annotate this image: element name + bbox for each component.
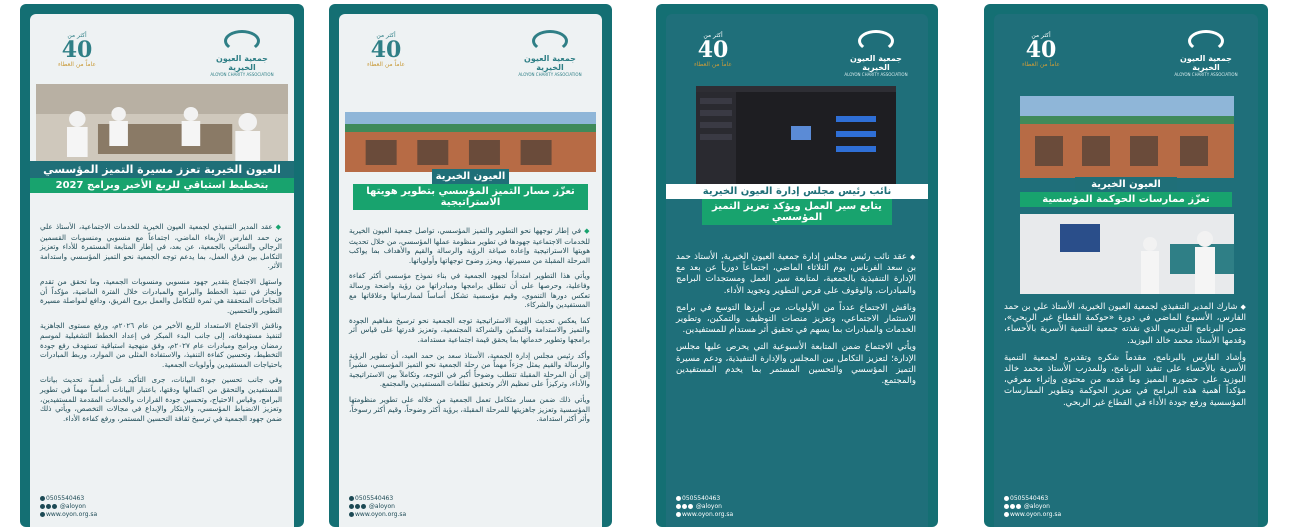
- association-logo: [202, 30, 282, 77]
- card-footer: [349, 495, 406, 519]
- paragraph: ويأتي الاجتماع ضمن المتابعة الأسبوعية التي يحرص عليها مجلس الإدارة؛ لتعزيز التكامل بين المجلس والإدارة التنفيذية، ودعم مسيرة التميز المؤسسي والتحسين المستمر بما يخدم المستفيدين والمجتمع.: [676, 342, 916, 387]
- card-footer: [40, 495, 97, 519]
- whatsapp-icon: [676, 496, 681, 501]
- building-photo-image: [1020, 96, 1234, 178]
- paragraph: ◆عقد المدير التنفيذي لجمعية العيون الخيرية للخدمات الاجتماعية، الأستاذ علي بن حمد الفارس الأربعاء الماضي، اجتماعاً مع منسوبي ومنسوبات القسمين الرجالي والنسائي بالجمعية، عن بعد، في إطار المتابعة المستمرة للأداء وتعزيز التكامل بين فرق العمل، بما يدعم توجه الجمعية نحو التميز المؤسسي واستدامة الأثر.: [40, 222, 283, 271]
- card-header: [666, 26, 928, 76]
- association-name-ar: جمعية العيون الخيرية: [216, 54, 268, 72]
- paragraph: واستهل الاجتماع بتقدير جهود منسوبي ومنسوبات الجمعية، وما تحقق من تقدم وإنجاز في تنفيذ الخطط والبرامج والمبادرات خلال الفترة الماضية، مؤكداً أن النجاحات المتحققة هي ثمرة للتكامل والعمل بروح الفريق، ودافع لمواصلة مسيرة التطوير والتحسين.: [40, 276, 282, 315]
- diamond-bullet-icon: ◆: [584, 227, 590, 235]
- social-handle: @aloyon: [1004, 503, 1061, 511]
- social-handle: @aloyon: [676, 503, 733, 511]
- paragraph: كما يعكس تحديث الهوية الاستراتيجية توجه الجمعية نحو ترسيخ مفاهيم الجودة والتميز والاستدامة والتمكين والشراكة المجتمعية، وتعزيز قدرتها على قياس أثر برامجها وتطوير خدماتها بما يحقق قيمة اجتماعية مستدامة.: [349, 315, 590, 344]
- association-logo: [510, 30, 590, 77]
- social-icon: [361, 504, 366, 509]
- association-logo: [836, 30, 916, 77]
- card-panel: [30, 14, 294, 527]
- article-body: [349, 226, 590, 430]
- website-url: www.oyon.org.sa: [676, 511, 733, 519]
- building-photo: [1020, 96, 1234, 178]
- association-emblem-icon: [532, 30, 568, 52]
- card-panel: [339, 14, 602, 527]
- anniversary-logo: [42, 32, 112, 68]
- card-header: [994, 26, 1258, 76]
- paragraph: وفي جانب تحسين جودة البيانات، جرى التأكيد على أهمية تحديث بيانات المستفيدين والتحقق من اكتمالها ودقتها، باعتبار البيانات أساساً مهماً في تطوير البرامج، وقياس الاحتياج، وتحسين جودة القرارات والخدمات المقدمة للمستفيدين، وتعزيز الانضباط المؤسسي، والابتكار والإبداع في مجالات التخصص، ويأتي ذلك ضمن جهود الجمعية في ترسيخ ثقافة التحسين المستمر، ورفع كفاءة الأداء.: [40, 375, 282, 423]
- title-line-2: تعزّز ممارسات الحوكمة المؤسسية: [1020, 192, 1232, 207]
- whatsapp-icon: [349, 496, 354, 501]
- globe-icon: [676, 512, 681, 517]
- association-name-ar: جمعية العيون الخيرية: [524, 54, 576, 72]
- anniversary-sub: عاماً من العطاء: [693, 61, 732, 68]
- anniversary-top: أكثر من: [67, 32, 87, 39]
- social-icon: [682, 504, 687, 509]
- card-header: [339, 26, 602, 76]
- phone-number: 0505540463: [40, 495, 97, 503]
- association-name-en: ALOYON CHARITY ASSOCIATION: [518, 72, 582, 77]
- website-url: www.oyon.org.sa: [1004, 511, 1061, 519]
- news-card-2: [329, 4, 612, 527]
- association-name-en: ALOYON CHARITY ASSOCIATION: [210, 72, 274, 77]
- paragraph: ◆عقد نائب رئيس مجلس إدارة جمعية العيون الخيرية، الأستاذ حمد بن سعد الفرناس، يوم الثلاثاء الماضي، اجتماعاً دورياً عن بعد مع الإدارة التنفيذية بالجمعية، لمتابعة سير العمل ومستجدات البرامج والمبادرات، والوقوف على فرص التطوير وتجويد الأداء.: [676, 252, 916, 296]
- training-photo: [1020, 214, 1234, 294]
- anniversary-top: أكثر من: [703, 32, 723, 39]
- card-title: [994, 172, 1258, 207]
- card-panel: [666, 14, 928, 527]
- title-line-2: يتابع سير العمل ويؤكد تعزيز التميز المؤسسي: [702, 199, 892, 225]
- anniversary-logo: [351, 32, 421, 68]
- social-handle: @aloyon: [349, 503, 406, 511]
- card-footer: [676, 495, 733, 519]
- anniversary-sub: عاماً من العطاء: [366, 61, 405, 68]
- paragraph: ويأتي هذا التطوير امتداداً لجهود الجمعية في بناء نموذج مؤسسي أكثر كفاءة وفاعلية، وحرصها على أن تنطلق برامجها ومبادراتها من رؤية واضحة ورسالة تعكس دورها التنموي، وقيم مؤسسية تشكل أساساً لممارساتها وعلاقاتها مع المستفيدين والشركاء.: [349, 271, 590, 310]
- card-title: [666, 184, 928, 225]
- card-header: [30, 26, 294, 76]
- social-icon: [355, 504, 360, 509]
- meeting-photo-image: [36, 84, 288, 169]
- social-icon: [1004, 504, 1009, 509]
- anniversary-logo: [1006, 32, 1076, 68]
- paragraph: وناقش الاجتماع عدداً من الأولويات، من أبرزها التوسع في برامج الاستثمار الاجتماعي، وتعزيز منصات التوظيف والتمكين، وتطوير الخدمات والمبادرات بما يسهم في تحقيق أثر مستدام للمستفيدين.: [676, 302, 916, 336]
- title-line-1: العيون الخيرية تعزز مسيرة التميز المؤسسي: [30, 161, 294, 178]
- anniversary-number: 40: [697, 37, 729, 63]
- globe-icon: [1004, 512, 1009, 517]
- title-line-2: بتخطيط استباقي للربع الأخير وبرامج 2027: [30, 178, 294, 193]
- anniversary-top: أكثر من: [376, 32, 396, 39]
- paragraph: ◆شارك المدير التنفيذي لجمعية العيون الخيرية، الأستاذ علي بن حمد الفارس، الأسبوع الماضي في دورة «حوكمة القطاع غير الربحي»، ضمن البرنامج التدريبي الذي نفذته جمعية التنمية الأسرية بالأحساء، وقدمها الأستاذ محمد خالد البوزيد.: [1004, 302, 1246, 346]
- social-icon: [676, 504, 681, 509]
- news-card-4: [984, 4, 1268, 527]
- website-url: www.oyon.org.sa: [40, 511, 97, 519]
- whatsapp-icon: [1004, 496, 1009, 501]
- social-icon: [1016, 504, 1021, 509]
- meeting-photo: [36, 84, 288, 169]
- phone-number: 0505540463: [349, 495, 406, 503]
- paragraph: ◆في إطار توجهها نحو التطوير والتميز المؤسسي، تواصل جمعية العيون الخيرية للخدمات الاجتماعية جهودها في تطوير منظومة عملها المؤسسي، من خلال تحديث هويتها الاستراتيجية وإعادة صياغة الرؤية والرسالة والقيم والأهداف بما يواكب المرحلة المقبلة من مسيرتها، ويعزز وضوح توجهاتها وأولوياتها.: [349, 226, 590, 265]
- diamond-bullet-icon: ◆: [910, 253, 916, 261]
- association-emblem-icon: [224, 30, 260, 52]
- phone-number: 0505540463: [1004, 495, 1061, 503]
- title-line-2: تعزّز مسار التميز المؤسسي بتطوير هويتها الاستراتيجية: [353, 184, 588, 210]
- whatsapp-icon: [40, 496, 45, 501]
- social-icon: [46, 504, 51, 509]
- association-name-ar: جمعية العيون الخيرية: [1180, 54, 1232, 72]
- building-photo-image: [345, 112, 596, 172]
- article-body: [676, 252, 916, 393]
- globe-icon: [40, 512, 45, 517]
- title-line-1: العيون الخيرية: [1075, 177, 1177, 192]
- globe-icon: [349, 512, 354, 517]
- anniversary-top: أكثر من: [1031, 32, 1051, 39]
- title-line-1: نائب رئيس مجلس إدارة العيون الخيرية: [666, 184, 928, 199]
- social-icon: [349, 504, 354, 509]
- card-title: [339, 164, 602, 210]
- anniversary-number: 40: [370, 37, 402, 63]
- social-icon: [1010, 504, 1015, 509]
- card-panel: [994, 14, 1258, 527]
- social-handle: @aloyon: [40, 503, 97, 511]
- social-icon: [40, 504, 45, 509]
- association-name-ar: جمعية العيون الخيرية: [850, 54, 902, 72]
- card-title: [30, 161, 294, 193]
- social-icon: [688, 504, 693, 509]
- paragraph: وأشاد الفارس بالبرنامج، مقدماً شكره وتقديره لجمعية التنمية الأسرية بالأحساء على تنفيذ البرنامج، وللمدرب الأستاذ محمد خالد البوزيد على حضوره المميز وما قدمه من محتوى وإثراء معرفي، مؤكداً أهمية هذه البرامج في تعزيز الحوكمة وتطوير الممارسات المؤسسية ورفع جودة الأداء في القطاع غير الربحي.: [1004, 352, 1246, 408]
- diamond-bullet-icon: ◆: [1240, 303, 1246, 311]
- card-footer: [1004, 495, 1061, 519]
- association-name-en: ALOYON CHARITY ASSOCIATION: [844, 72, 908, 77]
- training-photo-image: [1020, 214, 1234, 294]
- paragraph: وناقش الاجتماع الاستعداد للربع الأخير من عام ٢٠٢٦م، ورفع مستوى الجاهزية لتنفيذ مستهدفاته، إلى جانب البدء المبكر في إعداد الخطط التشغيلية لموسم رمضان وبرامج ومبادرات عام ٢٠٢٧م، وفق منهجية استباقية تستهدف رفع جودة التخطيط، وتحسين كفاءة التنفيذ، والاستفادة المثلى من الموارد، وربط المبادرات باحتياجات المستفيدين وأولويات الجمعية.: [40, 321, 282, 369]
- title-line-1: العيون الخيرية: [432, 169, 510, 184]
- video-call-image: [696, 86, 896, 196]
- paragraph: ويأتي ذلك ضمن مسار متكامل تعمل الجمعية من خلاله على تطوير منظومتها المؤسسية وتعزيز جاهزيتها للمرحلة المقبلة، برؤية أكثر وضوحاً، وقيم أكثر رسوخاً، وأثر أكثر استدامة.: [349, 394, 590, 424]
- anniversary-number: 40: [1025, 37, 1057, 63]
- article-body: [1004, 302, 1246, 415]
- anniversary-number: 40: [61, 37, 93, 63]
- building-photo: [345, 112, 596, 172]
- news-card-3: [656, 4, 938, 527]
- anniversary-sub: عاماً من العطاء: [1021, 61, 1060, 68]
- diamond-bullet-icon: ◆: [275, 223, 283, 231]
- video-call-screenshot: [696, 86, 896, 196]
- news-card-1: [20, 4, 304, 527]
- association-logo: [1166, 30, 1246, 77]
- association-name-en: ALOYON CHARITY ASSOCIATION: [1174, 72, 1238, 77]
- social-icon: [52, 504, 57, 509]
- article-body: [40, 222, 282, 429]
- phone-number: 0505540463: [676, 495, 733, 503]
- association-emblem-icon: [1188, 30, 1224, 52]
- association-emblem-icon: [858, 30, 894, 52]
- paragraph: وأكد رئيس مجلس إدارة الجمعية، الأستاذ سعد بن حمد العيد، أن تطوير الرؤية والرسالة والقيم يمثل جزءاً مهماً من رحلة الجمعية نحو التميز المؤسسي، مشيراً إلى أن المرحلة المقبلة تتطلب وضوحاً أكبر في التوجه، وتكاملاً بين الاستراتيجية والأداء، وتركيزاً على تعظيم الأثر وتحقيق تطلعات المستفيدين والمجتمع.: [349, 350, 590, 389]
- anniversary-logo: [678, 32, 748, 68]
- website-url: www.oyon.org.sa: [349, 511, 406, 519]
- anniversary-sub: عاماً من العطاء: [57, 61, 96, 68]
